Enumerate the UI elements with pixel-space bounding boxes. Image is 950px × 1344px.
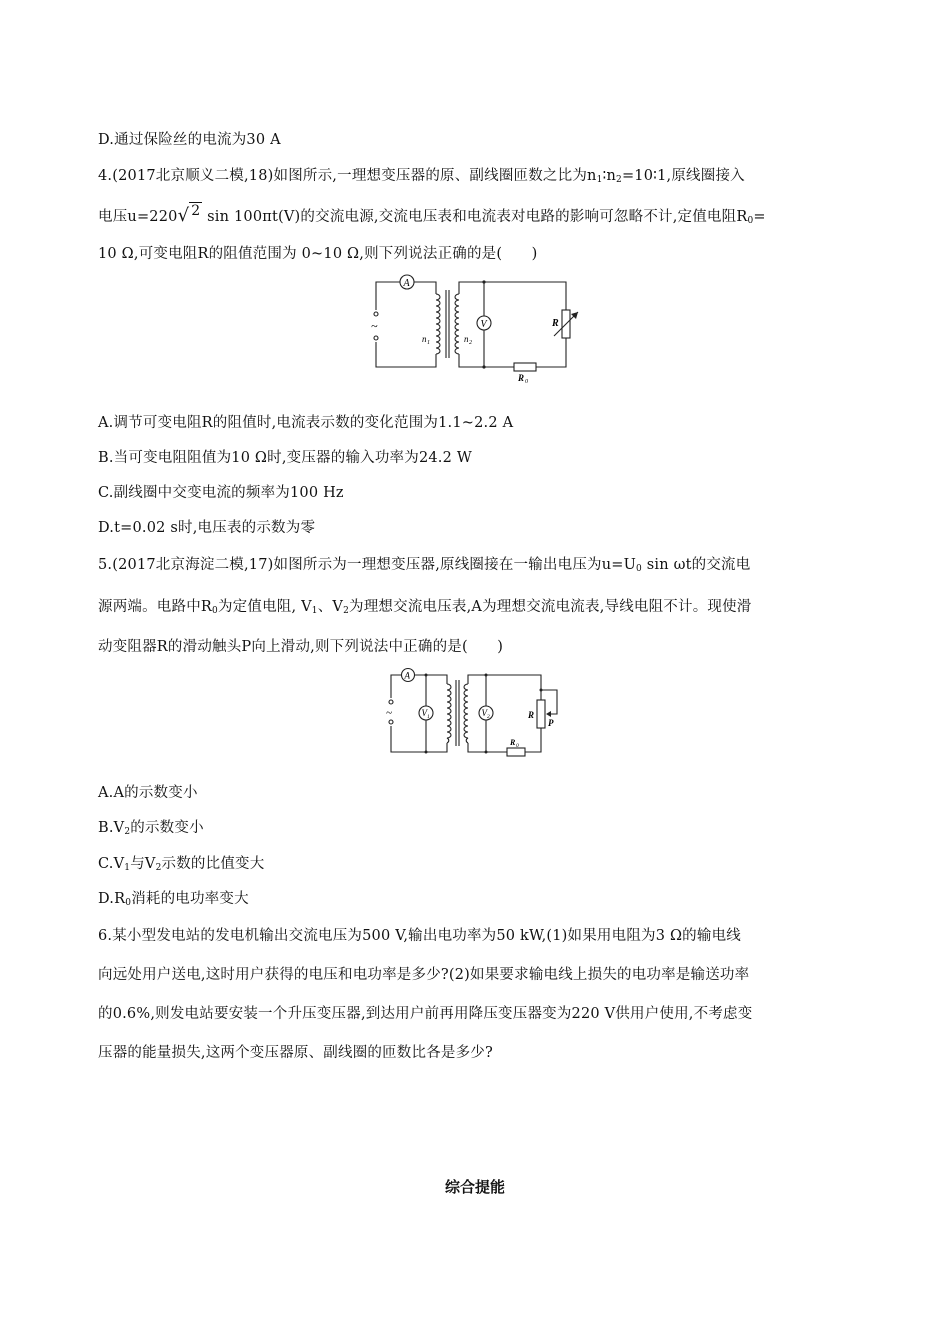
variable-resistor-label: R [552,318,559,329]
n1-label: n [422,334,427,344]
r0-subscript: 0 [516,743,519,749]
q6-stem-line1 [98,924,741,945]
q4-n2-subscript: 2 [616,175,622,185]
q5-line2-d: 为理想交流电压表,A为理想交流电流表,导线电阻不计。现使滑 [349,599,752,615]
q5-line1-end: sin ωt的交流电 [641,557,751,573]
q5-line2-a: 源两端。电路中R [98,599,213,615]
q5-option-a [98,781,198,802]
q5-option-c [98,852,264,873]
q5-option-c-pre: C.V [98,856,125,872]
v1-label: V [421,708,427,718]
square-root-symbol: √ 2 [177,203,201,226]
q5-option-b-sub: 2 [124,827,131,837]
section-heading: 综合提能 [444,1178,505,1196]
q6-stem-line3 [98,1002,752,1023]
q5-line3-text: 动变阻器R的滑动触头P向上滑动,则下列说法中正确的是( ) [98,639,504,655]
q5-option-c-sub1: 1 [124,863,131,873]
q4-stem-line2 [98,205,766,226]
q3-option-d-text: D.通过保险丝的电流为30 A [98,132,281,148]
ammeter-label: A [404,670,410,681]
q5-line1-pre: 5.(2017北京海淀二模,17)如图所示为一理想变压器,原线圈接在一输出电压为u=U [98,557,637,573]
q5-stem-line3 [98,635,503,656]
q4-r0-subscript: 0 [747,216,754,226]
q6-stem-line2 [98,963,749,984]
q5-v2-subscript: 2 [343,606,350,616]
q5-stem-line1 [98,553,750,574]
q5-line2-c: 、V [317,599,344,615]
q6-line3-text: 的0.6%,则发电站要安装一个升压变压器,到达用户前再用降压变压器变为220 V供用户使用,不考虑变 [98,1006,753,1022]
voltmeter-label: V [480,319,487,330]
n2-subscript: 2 [469,340,472,346]
q5-option-d-sub: 0 [125,898,132,908]
q5-v1-subscript: 1 [311,606,318,616]
q5-line2-b: 为定值电阻, V [217,599,312,615]
q5-option-c-sub2: 2 [155,863,162,873]
q6-line1-text: 6.某小型发电站的发电机输出交流电压为500 V,输出电功率为50 kW,(1)如果用电阻为3 Ω的输电线 [98,928,741,944]
r0-label: R [518,373,525,383]
q5-stem-line2 [98,595,752,616]
q4-stem-line1 [98,164,745,185]
q4-stem-line3 [98,242,538,263]
q4-option-c [98,481,344,502]
q4-ratio-text: ∶n [602,168,617,184]
q4-line2-end: = [753,209,766,225]
q4-line1-end: =10∶1,原线圈接入 [621,168,745,184]
ac-source-symbol: ~ [371,319,378,333]
q4-root-value: 2 [191,203,201,219]
rheostat-label: R [528,710,535,720]
slider-p-label: P [548,718,554,728]
q5-circuit-diagram [383,666,583,761]
n2-label: n [464,334,469,344]
ammeter-label: A [403,278,410,289]
q5-option-d [98,887,249,908]
q5-option-b-post: 的示数变小 [130,820,204,836]
q5-option-d-post: 消耗的电功率变大 [131,891,249,907]
q3-option-d [98,128,281,149]
q4-line3-text: 10 Ω,可变电阻R的阻值范围为 0~10 Ω,则下列说法正确的是( ) [98,246,538,262]
q5-option-b [98,816,204,837]
q4-option-d-text: D.t=0.02 s时,电压表的示数为零 [98,520,316,536]
q4-line2-pre: 电压u=220 [98,209,178,225]
q4-option-b-text: B.当可变电阻阻值为10 Ω时,变压器的输入功率为24.2 W [98,450,472,466]
r0-subscript: 0 [525,379,528,385]
r0-label: R [510,738,516,747]
q5-r0-subscript: 0 [212,606,218,616]
q5-option-a-text: A.A的示数变小 [98,785,198,801]
q4-option-a [98,411,513,432]
q4-line2-post: sin 100πt(V)的交流电源,交流电压表和电流表对电路的影响可忽略不计,定值电阻R [202,209,748,225]
q6-stem-line4 [98,1041,493,1062]
v2-subscript: 2 [487,714,490,720]
n1-subscript: 1 [427,340,430,346]
q5-option-c-mid: 与V [130,856,156,872]
q6-line4-text: 压器的能量损失,这两个变压器原、副线圈的匝数比各是多少? [98,1045,493,1061]
v2-label: V [481,708,487,718]
q4-option-b [98,446,472,467]
q4-option-c-text: C.副线圈中交变电流的频率为100 Hz [98,485,344,501]
ac-source-symbol: ~ [386,707,392,719]
q5-option-c-post: 示数的比值变大 [161,856,265,872]
q4-option-a-text: A.调节可变电阻R的阻值时,电流表示数的变化范围为1.1~2.2 A [98,415,514,431]
v1-subscript: 1 [427,714,430,720]
q5-option-d-pre: D.R [98,891,126,907]
q5-u0-subscript: 0 [636,564,642,574]
q6-line2-text: 向远处用户送电,这时用户获得的电压和电功率是多少?(2)如果要求输电线上损失的电功率是输送功率 [98,967,750,983]
q4-circuit-diagram [368,272,588,387]
q4-n1-subscript: 1 [596,175,603,185]
q5-option-b-pre: B.V [98,820,125,836]
q4-option-d [98,516,315,537]
q4-line1-text: 4.(2017北京顺义二模,18)如图所示,一理想变压器的原、副线圈匝数之比为n [98,168,597,184]
